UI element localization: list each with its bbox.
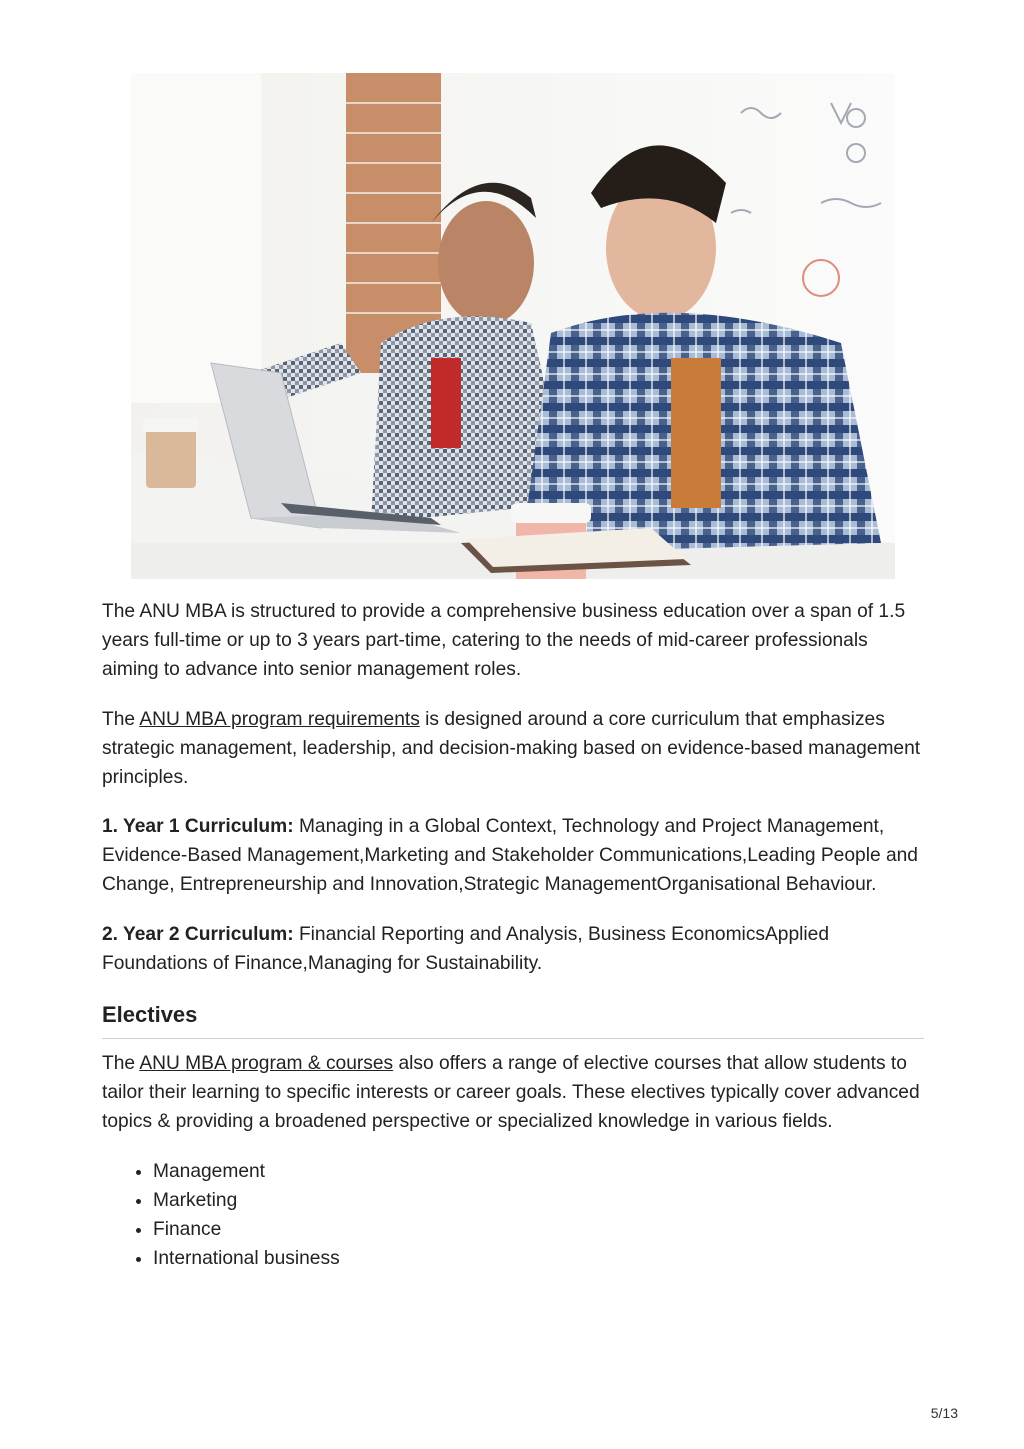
requirements-text-pre: The — [102, 708, 140, 730]
electives-text-pre: The — [102, 1053, 140, 1074]
list-item: • International business — [153, 1244, 924, 1273]
year2-label: 2. Year 2 Curriculum: — [102, 923, 294, 945]
electives-list — [102, 1157, 924, 1273]
electives-intro — [102, 1049, 924, 1136]
page-number: 5/13 — [930, 1405, 958, 1421]
year2-curriculum — [102, 920, 924, 978]
photo-two-students-laptop-icon — [131, 73, 895, 579]
electives-heading: Electives — [102, 998, 924, 1039]
article-photo — [131, 73, 895, 579]
electives-text-post: also offers a range of elective courses that allow students to tailor their learning to specific interests or career goals. These electives typically cover advanced topics & providing a broadened perspective or specialized knowledge in various fields. — [102, 1053, 920, 1132]
list-item: • Marketing — [153, 1186, 924, 1215]
program-requirements-link[interactable]: ANU MBA program requirements — [139, 708, 420, 730]
program-courses-link[interactable]: ANU MBA program & courses — [139, 1053, 394, 1074]
year2-text: Financial Reporting and Analysis, Business EconomicsApplied Foundations of Finance,Managing for Sustainability. — [102, 923, 830, 974]
requirements-text-post: is designed around a core curriculum that emphasizes strategic management, leadership, and decision-making based on evidence-based management principles. — [102, 708, 921, 788]
requirements-paragraph — [102, 705, 924, 792]
list-item: • Finance — [153, 1215, 924, 1244]
year1-label: 1. Year 1 Curriculum: — [102, 816, 294, 837]
article-body — [102, 597, 924, 1273]
list-item: • Management — [153, 1157, 924, 1186]
year1-curriculum — [102, 812, 924, 899]
year1-text: Managing in a Global Context, Technology and Project Management, Evidence-Based Management,Marketing and Stakeholder Communications,Leading People and Change, Entrepreneurship and Innovation,Strategic ManagementOrganisational Behaviour. — [102, 816, 918, 895]
intro-paragraph: The ANU MBA is structured to provide a comprehensive business education over a span of 1.5 years full-time or up to 3 years part-time, catering to the needs of mid-career professionals aiming to advance into senior management roles. — [102, 601, 906, 680]
